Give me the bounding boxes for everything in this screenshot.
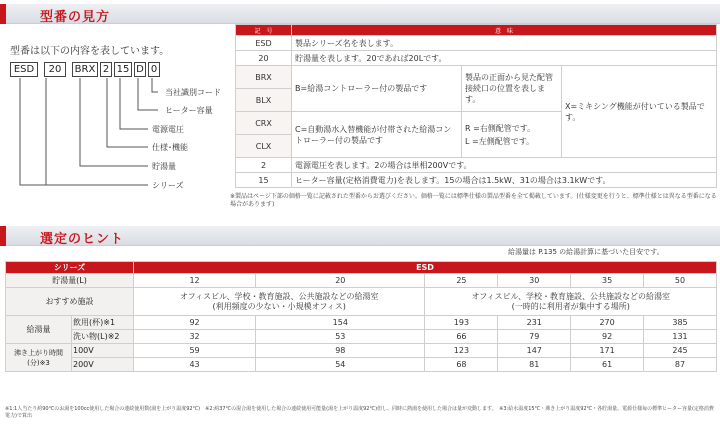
label-volume: 貯湯量 <box>152 162 176 171</box>
v200-cell: 87 <box>644 358 717 372</box>
recommend-small: オフィスビル、学校・教育施設、公共施設などの給湯室 (利用頻度の少ない・小規模オフィス) <box>134 288 425 316</box>
v200-cell: 68 <box>425 358 498 372</box>
key-brx: BRX <box>236 66 292 89</box>
footnote-selection: ※1:1人当たり約90℃のお湯を100cc使用した場合の連続使用数(湯を上がり温度92℃) ※2:約37℃の混合湯を使用した場合の連続使用可能量(湯を上がり温度92℃)但し、同時に熱湯を使用した場合は量が変動します。 ※3:給水温度15℃・沸き上がり温度92℃・各貯湯量、電源仕様毎の標準ヒーター容量(定格消費電力)で算出 <box>5 406 714 419</box>
key-clx: CLX <box>236 135 292 158</box>
section-header-selection <box>0 226 720 246</box>
wash-cell: 32 <box>134 330 256 344</box>
wash-cell: 92 <box>571 330 644 344</box>
code-volume: 20 <box>44 62 66 77</box>
key-blx: BLX <box>236 89 292 112</box>
wash-label: 洗い物(L)※2 <box>72 330 134 344</box>
text-pipe: 製品の正面から見た配管接続口の位置を表します。 <box>462 66 562 112</box>
header-meaning: 意 味 <box>292 25 717 36</box>
series-label: シリーズ <box>6 262 134 274</box>
boil-label: 沸き上がり時間(分)※3 <box>6 344 72 372</box>
code-spec: BRX <box>72 62 98 77</box>
code-option: D <box>134 62 146 77</box>
supply-label: 給湯量 <box>6 316 72 344</box>
key-voltage: 2 <box>236 158 292 173</box>
v200-label: 200V <box>72 358 134 372</box>
wash-cell: 66 <box>425 330 498 344</box>
label-series: シリーズ <box>152 181 184 190</box>
volume-cell: 25 <box>425 274 498 288</box>
code-series: ESD <box>10 62 38 77</box>
recommend-label: おすすめ施設 <box>6 288 134 316</box>
v100-cell: 171 <box>571 344 644 358</box>
wash-cell: 79 <box>498 330 571 344</box>
v200-cell: 81 <box>498 358 571 372</box>
drink-cell: 193 <box>425 316 498 330</box>
v200-cell: 43 <box>134 358 256 372</box>
volume-cell: 30 <box>498 274 571 288</box>
text-mixing: X=ミキシング機能が付いている製品です。 <box>562 66 717 158</box>
wash-cell: 131 <box>644 330 717 344</box>
drink-cell: 154 <box>256 316 425 330</box>
code-leader-lines <box>0 0 240 200</box>
drink-cell: 92 <box>134 316 256 330</box>
volume-cell: 20 <box>256 274 425 288</box>
recommend-large: オフィスビル、学校・教育施設、公共施設などの給湯室 (一時的に利用者が集中する場所) <box>425 288 717 316</box>
code-voltage: 2 <box>100 62 112 77</box>
selection-note: 給湯量は P.135 の給湯計算に基づいた目安です。 <box>508 248 664 256</box>
code-heater: 15 <box>114 62 132 77</box>
v200-cell: 54 <box>256 358 425 372</box>
header-key: 記 号 <box>236 25 292 36</box>
wash-cell: 53 <box>256 330 425 344</box>
text-rl <box>462 112 562 158</box>
key-esd: ESD <box>236 36 292 51</box>
drink-cell: 270 <box>571 316 644 330</box>
key-crx: CRX <box>236 112 292 135</box>
drink-cell: 231 <box>498 316 571 330</box>
label-voltage: 電源電圧 <box>152 125 184 134</box>
section-title: 選定のヒント <box>40 232 125 247</box>
text-voltage: 電源電圧を表します。2の場合は単相200Vです。 <box>292 158 717 173</box>
text-esd: 製品シリーズ名を表します。 <box>292 36 717 51</box>
intro-text: 型番は以下の内容を表しています。 <box>10 46 170 57</box>
label-maker: 当社識別コード <box>165 88 221 97</box>
key-heater: 15 <box>236 173 292 188</box>
text-r: R =右側配管です。 <box>465 123 536 133</box>
footnote-model: ※製品はページ下部の価格一覧に記載された型番からお選びください。価格一覧には標準仕様の製品型番を全て掲載しています。(仕様変更を行うと、標準仕様とは異なる型番になる場合があります) <box>230 193 717 208</box>
volume-cell: 12 <box>134 274 256 288</box>
drink-label: 飲用(杯)※1 <box>72 316 134 330</box>
v100-cell: 147 <box>498 344 571 358</box>
section-title: 型番の見方 <box>40 10 111 25</box>
v100-cell: 123 <box>425 344 498 358</box>
volume-cell: 35 <box>571 274 644 288</box>
volume-label: 貯湯量(L) <box>6 274 134 288</box>
v100-cell: 245 <box>644 344 717 358</box>
label-spec: 仕様･機能 <box>152 143 188 152</box>
text-l: L =左側配管です。 <box>465 136 535 146</box>
text-volume: 貯湯量を表します。20であれば20Lです。 <box>292 51 717 66</box>
text-heater: ヒーター容量(定格消費電力)を表します。15の場合は1.5kW、31の場合は3.1kWです。 <box>292 173 717 188</box>
meaning-table <box>235 24 717 188</box>
selection-table <box>5 261 717 372</box>
v100-label: 100V <box>72 344 134 358</box>
text-c: C=自動湯水入替機能が付帯された給湯コントローラー付の製品です <box>292 112 462 158</box>
volume-cell: 50 <box>644 274 717 288</box>
v100-cell: 98 <box>256 344 425 358</box>
text-b: B=給湯コントローラー付の製品です <box>292 66 462 112</box>
v200-cell: 61 <box>571 358 644 372</box>
label-heater: ヒーター容量 <box>165 106 213 115</box>
drink-cell: 385 <box>644 316 717 330</box>
v100-cell: 59 <box>134 344 256 358</box>
key-volume: 20 <box>236 51 292 66</box>
code-maker: 0 <box>148 62 160 77</box>
series-name: ESD <box>134 262 717 274</box>
section-marker <box>0 226 6 246</box>
